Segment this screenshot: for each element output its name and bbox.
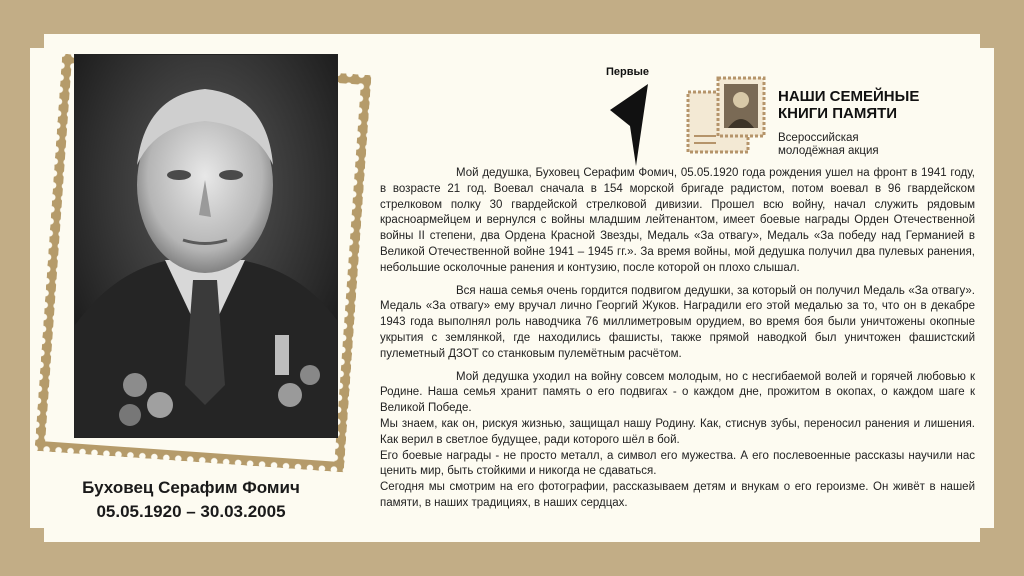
story-paragraph-1: Мой дедушка, Буховец Серафим Фомич, 05.05.1920 года рождения ушел на фронт в 1941 году, в возрасте 21 год. Воевал сначала в 154 морской бригаде радистом, потом воевал в 96 гвардейском стрелковом полку 30 гвардейской стрелковой дивизии. Прошел всю войну, начал служить рядовым красноармейцем и вернулся с войны младшим лейтенантом, имеет боевые награды Орден Отечественной войны II степени, два Ордена Красной Звезды, Медаль «За отвагу», Медаль «За победу над Германией в Великой Отечественной войне 1941 – 1945 гг.». За время войны, мой дедушка получил два пулевых ранения, небольшие осколочные ранения и контузию, после которой он плохо слышал. — [380, 167, 975, 274]
corner-cut-tl — [30, 34, 44, 48]
project-subtitle — [778, 132, 879, 158]
person-dates: 05.05.1920 – 30.03.2005 — [96, 502, 286, 521]
pervye-logo-label: Первые — [606, 66, 650, 78]
story-paragraph-2: Вся наша семья очень гордится подвигом дедушки, за который он получил Медаль «За отвагу». Медаль «За отвагу» ему вручал лично Георгий Жуков. Наградили его этой медалью за то, что он в декабре 1943 года выполнял роль наводчика 76 миллиметровым орудием, во время боя были уничтожены окопные укрытия с землянкой, где находились фашисты, также прямой наводкой был уничтожен фашистский пулеметный ДЗОТ со станковым пулемётным расчётом. — [380, 284, 975, 360]
story-paragraph-4: Мы знаем, как он, рискуя жизнью, защищал нашу Родину. Как, стиснув зубы, переносил ранения и лишения. Как верил в светлое будущее, ради которого шёл в бой. — [380, 417, 975, 446]
project-subtitle-line2: молодёжная акция — [778, 145, 879, 157]
corner-cut-bl — [30, 528, 44, 542]
project-subtitle-line1: Всероссийская — [778, 132, 859, 144]
person-name-block — [60, 476, 322, 524]
corner-cut-br — [980, 528, 994, 542]
story-paragraph-5: Его боевые награды - не просто металл, а символ его мужества. А его послевоенные рассказы научили нас ценить мир, быть стойкими и никогда не сдаваться. — [380, 449, 975, 478]
project-title-line2: КНИГИ ПАМЯТИ — [778, 105, 898, 122]
postcard-stamp-icon — [686, 76, 776, 162]
project-title — [778, 88, 919, 122]
story-text — [380, 166, 975, 512]
project-logo — [686, 76, 776, 162]
person-name: Буховец Серафим Фомич — [82, 478, 300, 497]
portrait-photo — [74, 54, 338, 438]
story-paragraph-6: Сегодня мы смотрим на его фотографии, рассказываем детям и внукам о его героизме. Он живёт в нашей памяти, в наших традициях, в наших сердцах. — [380, 481, 975, 509]
corner-cut-tr — [980, 34, 994, 48]
project-title-line1: НАШИ СЕМЕЙНЫЕ — [778, 88, 920, 105]
story-paragraph-3: Мой дедушка уходил на войну совсем молодым, но с несгибаемой волей и горячей любовью к Родине. Наша семья хранит память о его подвигах - о каждом дне, прожитом в окопах, о каждом шаге к Великой Победе. — [380, 370, 975, 415]
pervye-mark-icon — [606, 80, 656, 170]
